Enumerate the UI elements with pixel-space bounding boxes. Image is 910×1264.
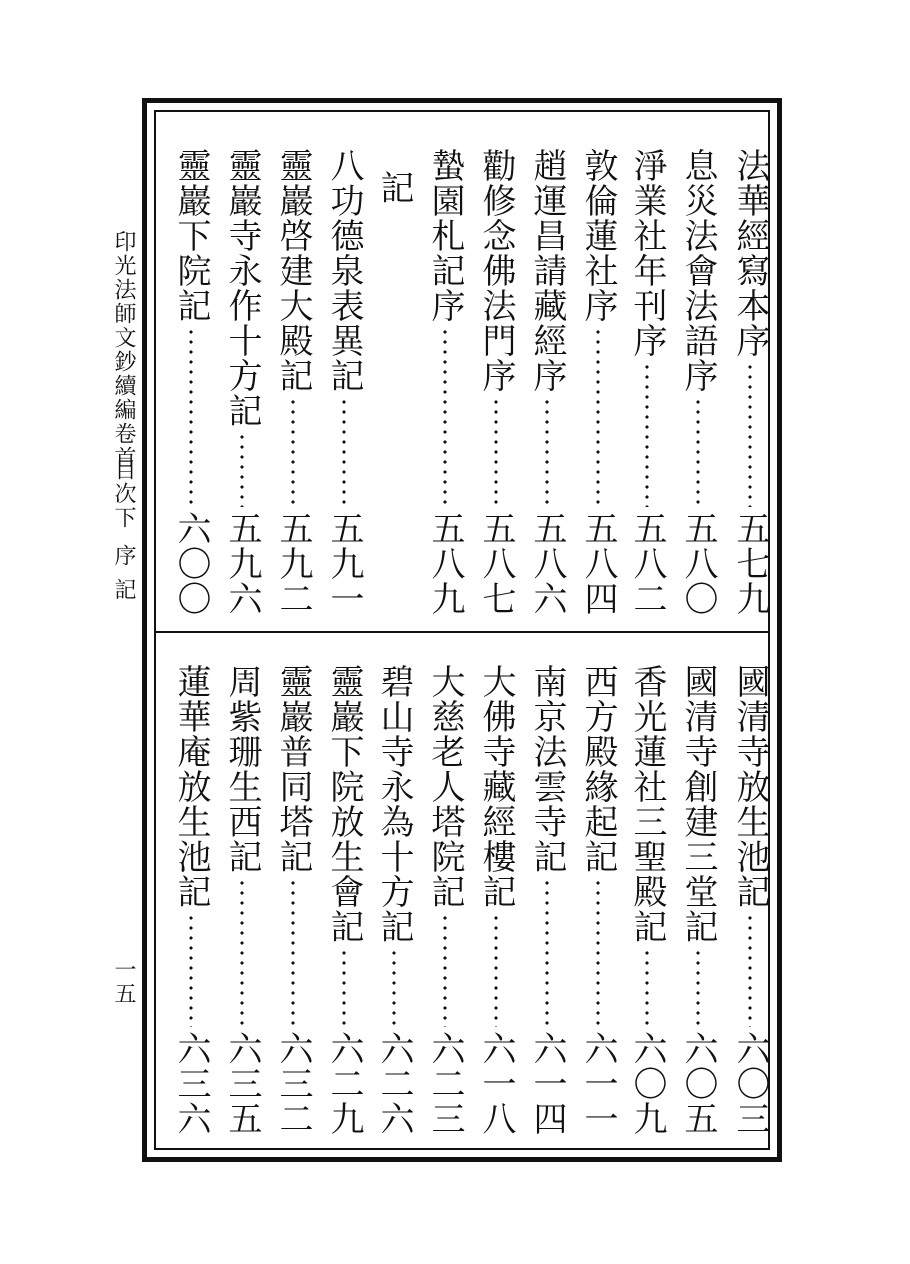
entry-page: 五九一: [324, 511, 364, 616]
entry-page: 五八〇: [678, 511, 718, 616]
entry-title: 國清寺創建三堂記: [678, 664, 718, 944]
entry-title: 周紫珊生西記: [222, 664, 262, 874]
toc-entry[interactable]: [627, 664, 667, 1136]
toc-entry[interactable]: [171, 148, 211, 616]
entry-title: 靈巖啓建大殿記: [273, 148, 313, 393]
entry-title: 靈巖普同塔記: [273, 664, 313, 874]
entry-title: 靈巖下院放生會記: [324, 664, 364, 944]
toc-entry[interactable]: [171, 664, 211, 1136]
toc-entry[interactable]: [425, 664, 465, 1136]
toc-entry[interactable]: [678, 664, 718, 1136]
entry-page: 六〇〇: [171, 511, 211, 616]
toc-entry[interactable]: [222, 664, 262, 1136]
toc-entry[interactable]: [374, 664, 414, 1136]
toc-entry[interactable]: [527, 148, 567, 616]
entry-page: 六〇五: [678, 1031, 718, 1136]
entry-page: 五八四: [578, 511, 618, 616]
entry-title: 蟄園札記序: [425, 148, 465, 323]
entry-page: 五七九: [730, 511, 770, 616]
entry-page: 六三五: [222, 1031, 262, 1136]
entry-title: 大佛寺藏經樓記: [476, 664, 516, 909]
page-folio: 一五: [111, 958, 136, 1006]
toc-entry[interactable]: [730, 664, 770, 1136]
dot-leader: [443, 913, 447, 1027]
entry-title: 淨業社年刊序: [627, 148, 667, 358]
dot-leader: [494, 397, 498, 507]
dot-leader: [645, 362, 649, 507]
dot-leader: [392, 948, 396, 1027]
entry-page: 五八七: [476, 511, 516, 616]
dot-leader: [240, 432, 244, 507]
entry-page: 五九六: [222, 511, 262, 616]
toc-entry[interactable]: [476, 148, 516, 616]
dot-leader: [545, 878, 549, 1027]
entry-title: 碧山寺永為十方記: [374, 664, 414, 944]
entry-title: 蓮華庵放生池記: [171, 664, 211, 909]
dot-leader: [748, 913, 752, 1027]
entry-page: 五八二: [627, 511, 667, 616]
entry-page: 六一一: [578, 1031, 618, 1136]
entry-title: 西方殿緣起記: [578, 664, 618, 874]
toc-entry[interactable]: [324, 148, 364, 616]
toc-entry[interactable]: [730, 148, 770, 616]
entry-title: 靈巖寺永作十方記: [222, 148, 262, 428]
toc-entry[interactable]: [678, 148, 718, 616]
dot-leader: [645, 948, 649, 1027]
entry-page: 六〇九: [627, 1031, 667, 1136]
entry-page: 六〇三: [730, 1031, 770, 1136]
toc-entry[interactable]: [273, 148, 313, 616]
toc-entry[interactable]: [527, 664, 567, 1136]
dot-leader: [342, 397, 346, 507]
toc-entry[interactable]: [425, 148, 465, 616]
toc-entry[interactable]: [222, 148, 262, 616]
entry-page: 五九二: [273, 511, 313, 616]
dot-leader: [291, 878, 295, 1027]
entry-page: 六一八: [476, 1031, 516, 1136]
entry-page: 六三六: [171, 1031, 211, 1136]
entry-page: 五八六: [527, 511, 567, 616]
dot-leader: [596, 327, 600, 507]
dot-leader: [545, 397, 549, 507]
entry-title: 八功德泉表異記: [324, 148, 364, 393]
dot-leader: [696, 948, 700, 1027]
entry-title: 大慈老人塔院記: [425, 664, 465, 909]
margin-book-title: 印光法師文鈔續編卷首: [111, 230, 136, 470]
toc-entry[interactable]: [476, 664, 516, 1136]
toc-entry[interactable]: [273, 664, 313, 1136]
dot-leader: [443, 327, 447, 507]
margin-category-records: 記: [111, 578, 136, 602]
entry-title: 南京法雲寺記: [527, 664, 567, 874]
entry-title: 國清寺放生池記: [730, 664, 770, 909]
entry-title: 息災法會法語序: [678, 148, 718, 393]
dot-leader: [189, 327, 193, 507]
entry-page: 五八九: [425, 511, 465, 616]
dot-leader: [342, 948, 346, 1027]
toc-entry[interactable]: [578, 148, 618, 616]
dot-leader: [240, 878, 244, 1027]
entry-title: 趙運昌請藏經序: [527, 148, 567, 393]
dot-leader: [748, 362, 752, 507]
dot-leader: [494, 913, 498, 1027]
margin-section-label: 目次下: [111, 458, 136, 530]
dot-leader: [291, 397, 295, 507]
toc-entry[interactable]: [578, 664, 618, 1136]
toc-entry[interactable]: [627, 148, 667, 616]
entry-page: 六三二: [273, 1031, 313, 1136]
entry-page: 六二六: [374, 1031, 414, 1136]
dot-leader: [596, 878, 600, 1027]
margin-category-preface: 序: [111, 544, 136, 568]
entry-page: 六二三: [425, 1031, 465, 1136]
dot-leader: [189, 913, 193, 1027]
entry-page: 六二九: [324, 1031, 364, 1136]
register-divider: [154, 631, 770, 633]
section-heading-records: 記: [374, 170, 414, 204]
dot-leader: [696, 397, 700, 507]
entry-title: 靈巖下院記: [171, 148, 211, 323]
entry-title: 勸修念佛法門序: [476, 148, 516, 393]
entry-page: 六一四: [527, 1031, 567, 1136]
entry-title: 香光蓮社三聖殿記: [627, 664, 667, 944]
toc-entry[interactable]: [324, 664, 364, 1136]
entry-title: 法華經寫本序: [730, 148, 770, 358]
entry-title: 敦倫蓮社序: [578, 148, 618, 323]
